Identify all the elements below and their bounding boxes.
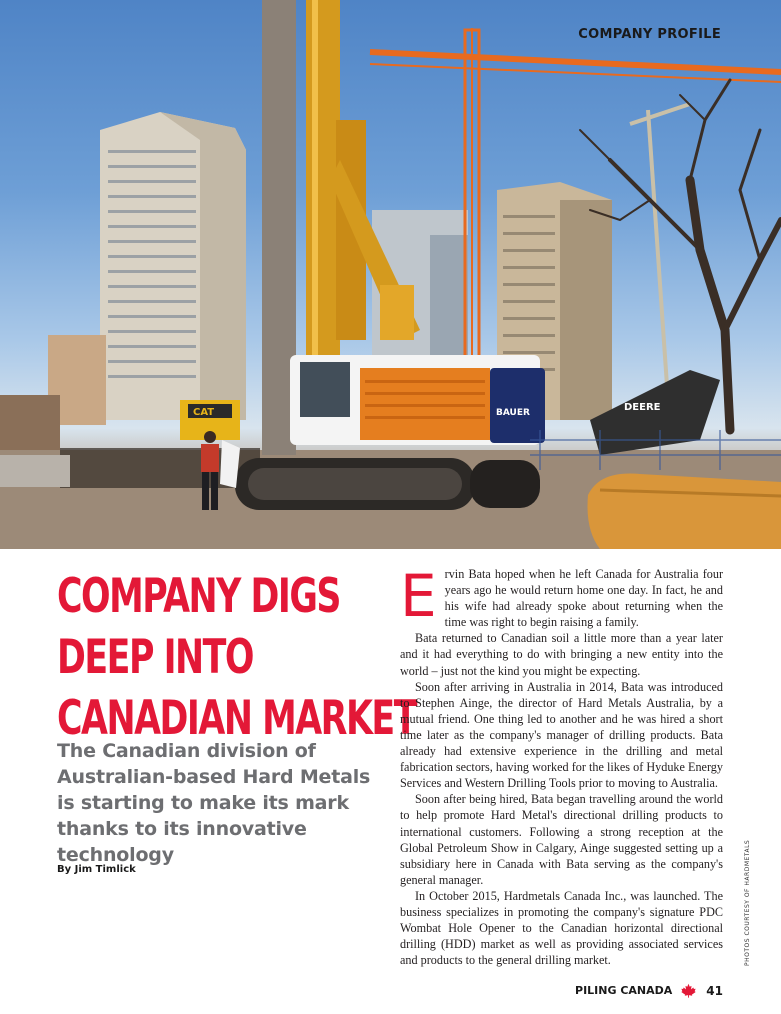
paragraph — [400, 562, 723, 630]
article-headline — [57, 566, 416, 749]
paragraph-text: rvin Bata hoped when he left Canada for Australia four years ago he would return home one day. In fact, he and his wife had already spoke about returning when the time was right to begin raising a family. — [444, 567, 723, 630]
deere-brand-text: DEERE — [624, 402, 661, 413]
section-tag: COMPANY PROFILE — [578, 27, 721, 42]
publication-name: PILING CANADA — [575, 984, 673, 997]
page-footer — [575, 983, 723, 998]
byline: By Jim Timlick — [57, 864, 136, 875]
article-deck: The Canadian division of Australian-based Hard Metals is starting to make its mark thanks to its innovative technology — [57, 740, 371, 866]
excavator-brand-text: CAT — [193, 407, 215, 418]
rig-brand-text: BAUER — [496, 408, 530, 418]
paragraph: In October 2015, Hardmetals Canada Inc., was launched. The business specializes in promoting the company's signature PDC Wombat Hole Opener to the Canadian horizontal directional drilling (HDD) market as well as providing associated services and products to the general drilling market. — [400, 888, 723, 968]
paragraph: Soon after arriving in Australia in 2014, Bata was introduced to Stephen Ainge, the director of Hard Metals Australia, by a mutual friend. One thing led to another and he was hired a short time later as the company's manager of drilling products. Bata already had extensive experience in the drilling and metal fabrication sectors, having worked for the likes of Hyduke Energy Services and Western Drilling Tools prior to moving to Australia. — [400, 679, 723, 791]
maple-leaf-icon — [681, 983, 696, 998]
drop-cap: E — [400, 562, 437, 630]
paragraph: Soon after being hired, Bata began travelling around the world to help promote Hard Metal's directional drilling products to international customers. Following a strong reception at the Global Petroleum Show in Calgary, Ainge suggested setting up a subsidiary here in Canada with Bata serving as the company's general manager. — [400, 792, 723, 887]
headline-line: DEEP INTO — [57, 630, 254, 685]
paragraph: Bata returned to Canadian soil a little more than a year later and it had everything to do with bringing a new entity into the world – just not the kind you might be expecting. — [400, 631, 723, 678]
photo-credit: PHOTOS COURTESY OF HARDMETALS — [744, 839, 751, 966]
page-number: 41 — [706, 983, 723, 998]
article-body — [400, 562, 723, 968]
headline-line: CANADIAN MARKET — [57, 691, 416, 746]
headline-line: COMPANY DIGS — [57, 569, 340, 624]
